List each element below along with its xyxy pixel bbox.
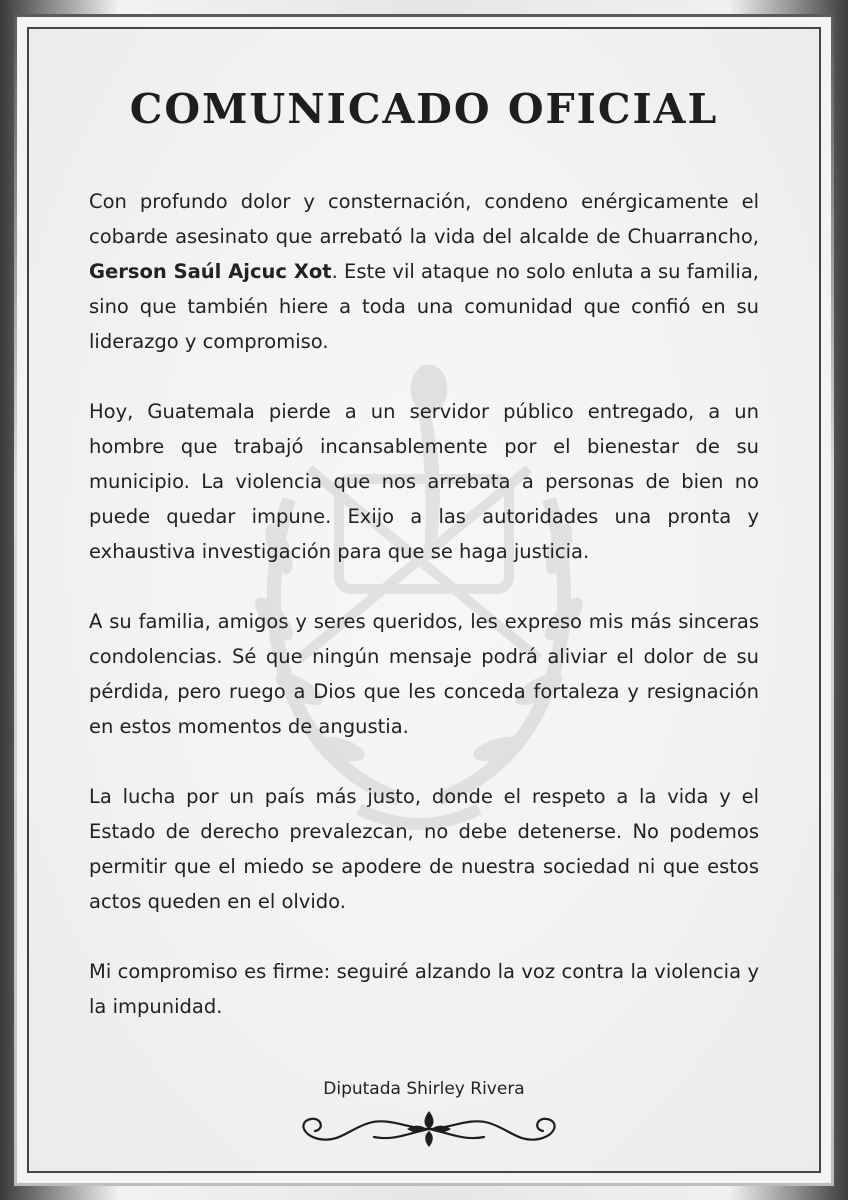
paragraph-1-text-before: Con profundo dolor y consternación, condeno enérgicamente el cobarde asesinato que arrebató la vida del alcalde de Chuarrancho, (89, 190, 759, 248)
paragraph-2: Hoy, Guatemala pierde a un servidor público entregado, a un hombre que trabajó incansablemente por el bienestar de su municipio. La violencia que nos arrebata a personas de bien no puede quedar impune. Exijo a las autoridades una pronta y exhaustiva investigación para que se haga justicia. (89, 400, 759, 563)
flourish-divider-icon (279, 1107, 579, 1151)
paragraph-1-name-bold: Gerson Saúl Ajcuc Xot (89, 260, 332, 283)
document-body (89, 184, 759, 1059)
document-page (27, 27, 821, 1173)
paragraph-4: La lucha por un país más justo, donde el respeto a la vida y el Estado de derecho prevalezcan, no debe detenerse. No podemos permitir que el miedo se apodere de nuestra sociedad ni que estos actos queden en el olvido. (89, 785, 759, 913)
document-title: COMUNICADO OFICIAL (129, 85, 719, 133)
paragraph-1-text-after: . Este vil ataque no solo enluta a su familia, sino que también hiere a toda una comunidad que confió en su liderazgo y compromiso. (89, 260, 759, 353)
paragraph-1 (89, 184, 759, 359)
paragraph-3: A su familia, amigos y seres queridos, les expreso mis más sinceras condolencias. Sé que ningún mensaje podrá aliviar el dolor de su pérdida, pero ruego a Dios que les conceda fortaleza y resignación en estos momentos de angustia. (89, 610, 759, 738)
frame-inner (17, 17, 831, 1183)
paragraph-5: Mi compromiso es firme: seguiré alzando la voz contra la violencia y la impunidad. (89, 960, 759, 1018)
document-frame (14, 14, 834, 1186)
signature: Diputada Shirley Rivera (323, 1079, 525, 1099)
